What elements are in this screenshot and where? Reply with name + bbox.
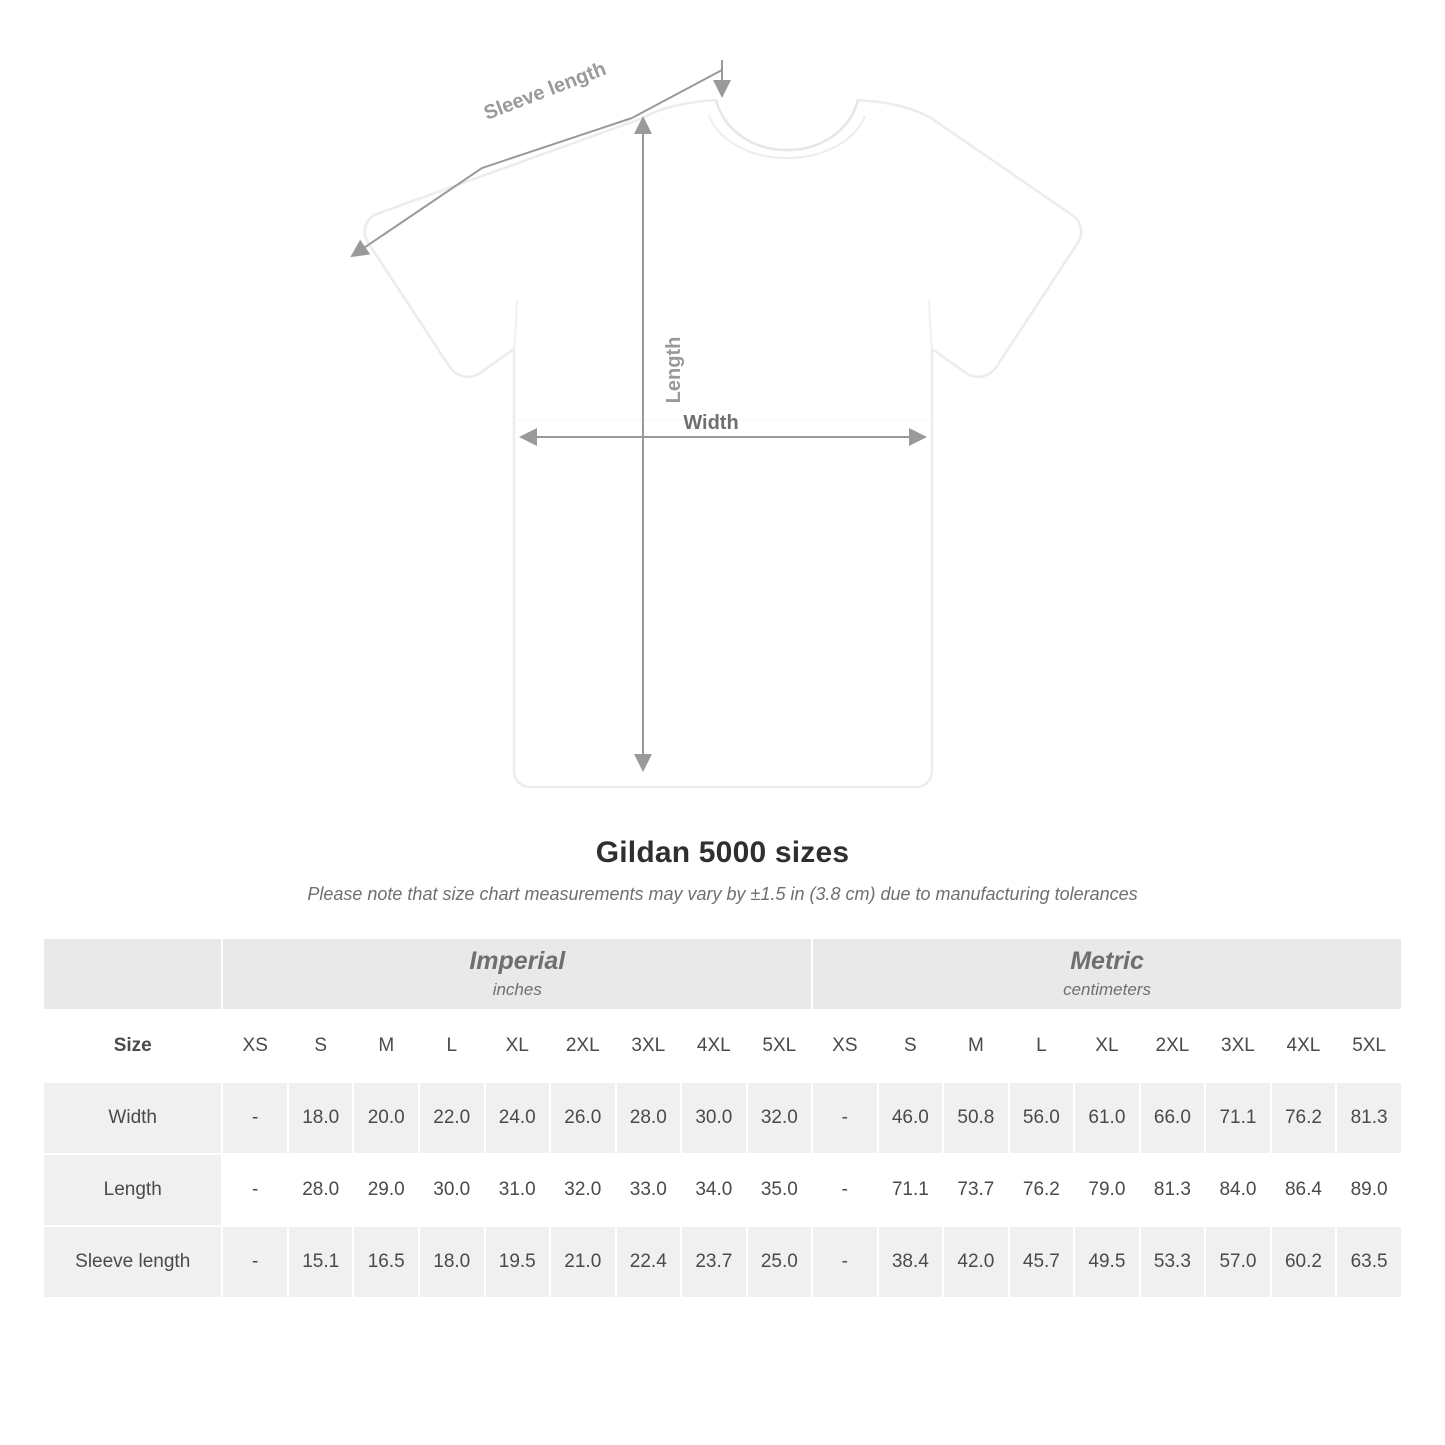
cell-sleeve-metric-1: 38.4 <box>878 1226 944 1298</box>
cell-sleeve-metric-6: 57.0 <box>1205 1226 1271 1298</box>
cell-sleeve-imperial-1: 15.1 <box>288 1226 354 1298</box>
cell-sleeve-metric-3: 45.7 <box>1009 1226 1075 1298</box>
unit-sub-imperial: inches <box>492 979 542 999</box>
cell-sleeve-imperial-6: 22.4 <box>616 1226 682 1298</box>
size-table-wrap <box>42 937 1403 1299</box>
cell-length-metric-2: 73.7 <box>943 1154 1009 1226</box>
cell-width-metric-8: 81.3 <box>1336 1082 1402 1154</box>
header-size-imperial-0: XS <box>222 1010 288 1082</box>
cell-width-metric-3: 56.0 <box>1009 1082 1075 1154</box>
cell-width-imperial-4: 24.0 <box>485 1082 551 1154</box>
cell-length-metric-7: 86.4 <box>1271 1154 1337 1226</box>
unit-name-imperial: Imperial <box>469 946 566 975</box>
cell-width-metric-1: 46.0 <box>878 1082 944 1154</box>
cell-width-metric-7: 76.2 <box>1271 1082 1337 1154</box>
cell-width-imperial-5: 26.0 <box>550 1082 616 1154</box>
cell-length-imperial-3: 30.0 <box>419 1154 485 1226</box>
cell-width-metric-5: 66.0 <box>1140 1082 1206 1154</box>
cell-sleeve-imperial-7: 23.7 <box>681 1226 747 1298</box>
cell-width-imperial-0: - <box>222 1082 288 1154</box>
cell-length-metric-3: 76.2 <box>1009 1154 1075 1226</box>
cell-sleeve-metric-2: 42.0 <box>943 1226 1009 1298</box>
unit-header-metric <box>812 938 1402 1010</box>
cell-length-metric-6: 84.0 <box>1205 1154 1271 1226</box>
cell-length-metric-0: - <box>812 1154 878 1226</box>
cell-width-imperial-8: 32.0 <box>747 1082 813 1154</box>
table-row <box>43 1226 1402 1298</box>
table-row <box>43 1082 1402 1154</box>
cell-sleeve-imperial-4: 19.5 <box>485 1226 551 1298</box>
cell-length-metric-1: 71.1 <box>878 1154 944 1226</box>
sleeve-length-label: Sleeve length <box>480 57 610 125</box>
header-size-metric-2: M <box>943 1010 1009 1082</box>
unit-header-imperial <box>222 938 812 1010</box>
unit-header-spacer <box>43 938 222 1010</box>
unit-name-metric: Metric <box>1070 946 1144 975</box>
length-label: Length <box>663 336 685 404</box>
cell-length-metric-8: 89.0 <box>1336 1154 1402 1226</box>
cell-sleeve-metric-0: - <box>812 1226 878 1298</box>
header-size-imperial-6: 3XL <box>616 1010 682 1082</box>
table-row <box>43 1154 1402 1226</box>
unit-header-row <box>43 938 1402 1010</box>
cell-length-imperial-2: 29.0 <box>353 1154 419 1226</box>
cell-width-metric-2: 50.8 <box>943 1082 1009 1154</box>
cell-width-metric-4: 61.0 <box>1074 1082 1140 1154</box>
cell-width-metric-6: 71.1 <box>1205 1082 1271 1154</box>
header-size-imperial-2: M <box>353 1010 419 1082</box>
row-label-sleeve-length: Sleeve length <box>43 1226 222 1298</box>
header-size-imperial-1: S <box>288 1010 354 1082</box>
cell-length-imperial-7: 34.0 <box>681 1154 747 1226</box>
cell-length-imperial-1: 28.0 <box>288 1154 354 1226</box>
cell-length-imperial-8: 35.0 <box>747 1154 813 1226</box>
size-header-row <box>43 1010 1402 1082</box>
cell-sleeve-imperial-0: - <box>222 1226 288 1298</box>
cell-length-metric-5: 81.3 <box>1140 1154 1206 1226</box>
cell-width-metric-0: - <box>812 1082 878 1154</box>
header-size-metric-7: 4XL <box>1271 1010 1337 1082</box>
header-size-imperial-7: 4XL <box>681 1010 747 1082</box>
cell-length-imperial-0: - <box>222 1154 288 1226</box>
cell-width-imperial-6: 28.0 <box>616 1082 682 1154</box>
title-block <box>0 836 1445 905</box>
cell-sleeve-metric-8: 63.5 <box>1336 1226 1402 1298</box>
header-size: Size <box>43 1010 222 1082</box>
cell-sleeve-imperial-2: 16.5 <box>353 1226 419 1298</box>
unit-sub-metric: centimeters <box>1063 979 1151 999</box>
size-table <box>42 937 1403 1299</box>
width-label: Width <box>683 412 739 434</box>
header-size-metric-3: L <box>1009 1010 1075 1082</box>
header-size-imperial-8: 5XL <box>747 1010 813 1082</box>
cell-sleeve-imperial-5: 21.0 <box>550 1226 616 1298</box>
cell-sleeve-metric-5: 53.3 <box>1140 1226 1206 1298</box>
cell-sleeve-imperial-3: 18.0 <box>419 1226 485 1298</box>
header-size-metric-1: S <box>878 1010 944 1082</box>
header-size-imperial-3: L <box>419 1010 485 1082</box>
header-size-metric-5: 2XL <box>1140 1010 1206 1082</box>
header-size-imperial-4: XL <box>485 1010 551 1082</box>
header-size-metric-8: 5XL <box>1336 1010 1402 1082</box>
cell-length-imperial-4: 31.0 <box>485 1154 551 1226</box>
tolerance-note: Please note that size chart measurements may vary by ±1.5 in (3.8 cm) due to manufacturing tolerances <box>307 884 1138 904</box>
cell-sleeve-metric-7: 60.2 <box>1271 1226 1337 1298</box>
cell-width-imperial-2: 20.0 <box>353 1082 419 1154</box>
cell-width-imperial-7: 30.0 <box>681 1082 747 1154</box>
header-size-metric-0: XS <box>812 1010 878 1082</box>
tshirt-shape <box>365 100 1081 787</box>
row-label-width: Width <box>43 1082 222 1154</box>
cell-length-imperial-6: 33.0 <box>616 1154 682 1226</box>
cell-length-metric-4: 79.0 <box>1074 1154 1140 1226</box>
cell-width-imperial-3: 22.0 <box>419 1082 485 1154</box>
page-title: Gildan 5000 sizes <box>595 836 850 869</box>
header-size-imperial-5: 2XL <box>550 1010 616 1082</box>
cell-length-imperial-5: 32.0 <box>550 1154 616 1226</box>
header-size-metric-4: XL <box>1074 1010 1140 1082</box>
row-label-length: Length <box>43 1154 222 1226</box>
cell-sleeve-metric-4: 49.5 <box>1074 1226 1140 1298</box>
cell-width-imperial-1: 18.0 <box>288 1082 354 1154</box>
cell-sleeve-imperial-8: 25.0 <box>747 1226 813 1298</box>
header-size-metric-6: 3XL <box>1205 1010 1271 1082</box>
